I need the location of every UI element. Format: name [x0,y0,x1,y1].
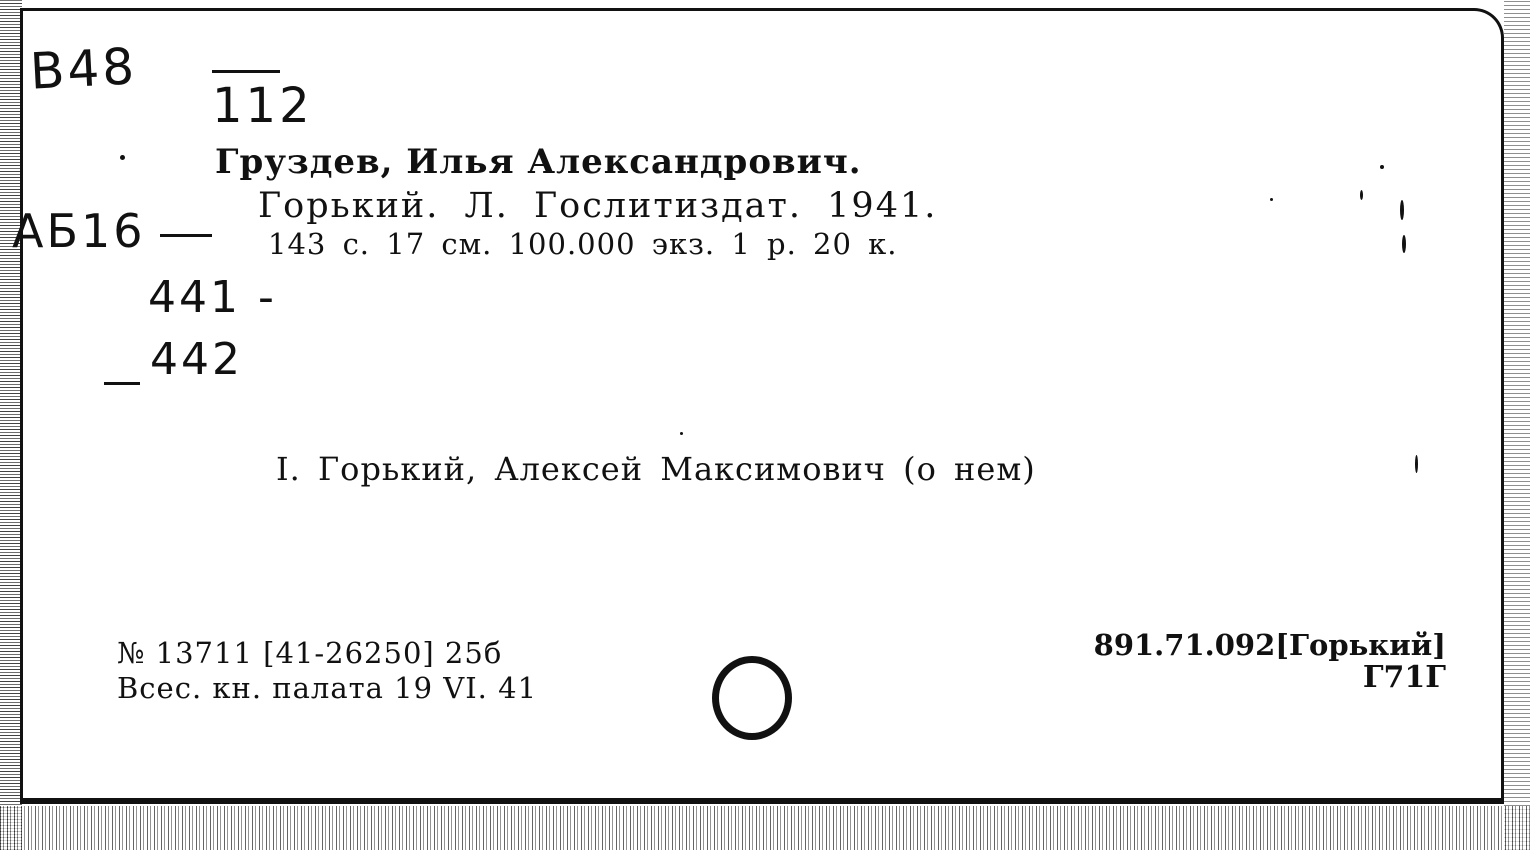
handwritten-shelf-second: АБ16 [12,204,146,258]
dash-mark [104,382,140,385]
handwritten-shelf-denominator: 112 [212,78,313,134]
card-number: № 13711 [41-26250] 25б [117,636,503,670]
fraction-bar [212,70,280,73]
dash-mark [160,234,212,237]
classification-number: 891.71.092[Горький] [1093,628,1446,662]
scan-edge-right [1504,0,1530,850]
scan-speck [680,432,683,435]
scan-speck [1380,165,1384,169]
subject-heading: I. Горький, Алексей Максимович (о нем) [276,450,1036,488]
author-mark: Г71Г [1362,660,1446,695]
title-imprint: Горький. Л. Гослитиздат. 1941. [258,186,938,226]
handwritten-shelf-top: В48 [28,37,139,101]
scan-speck [1270,198,1273,201]
book-chamber-date: Всес. кн. палата 19 VI. 41 [117,671,538,705]
punch-hole [712,656,792,740]
scan-speck [1415,455,1418,473]
physical-description: 143 с. 17 см. 100.000 экз. 1 р. 20 к. [268,227,898,261]
handwritten-range-start: 441 - [148,272,277,323]
handwritten-range-end: 442 [150,334,243,385]
scan-edge-left [0,0,22,850]
scan-speck [1402,235,1406,253]
scan-speck [120,155,125,160]
scan-edge-bottom [0,806,1530,850]
scan-speck [1360,190,1363,200]
author-heading: Груздев, Илья Александрович. [215,142,862,182]
scan-speck [1400,200,1404,220]
